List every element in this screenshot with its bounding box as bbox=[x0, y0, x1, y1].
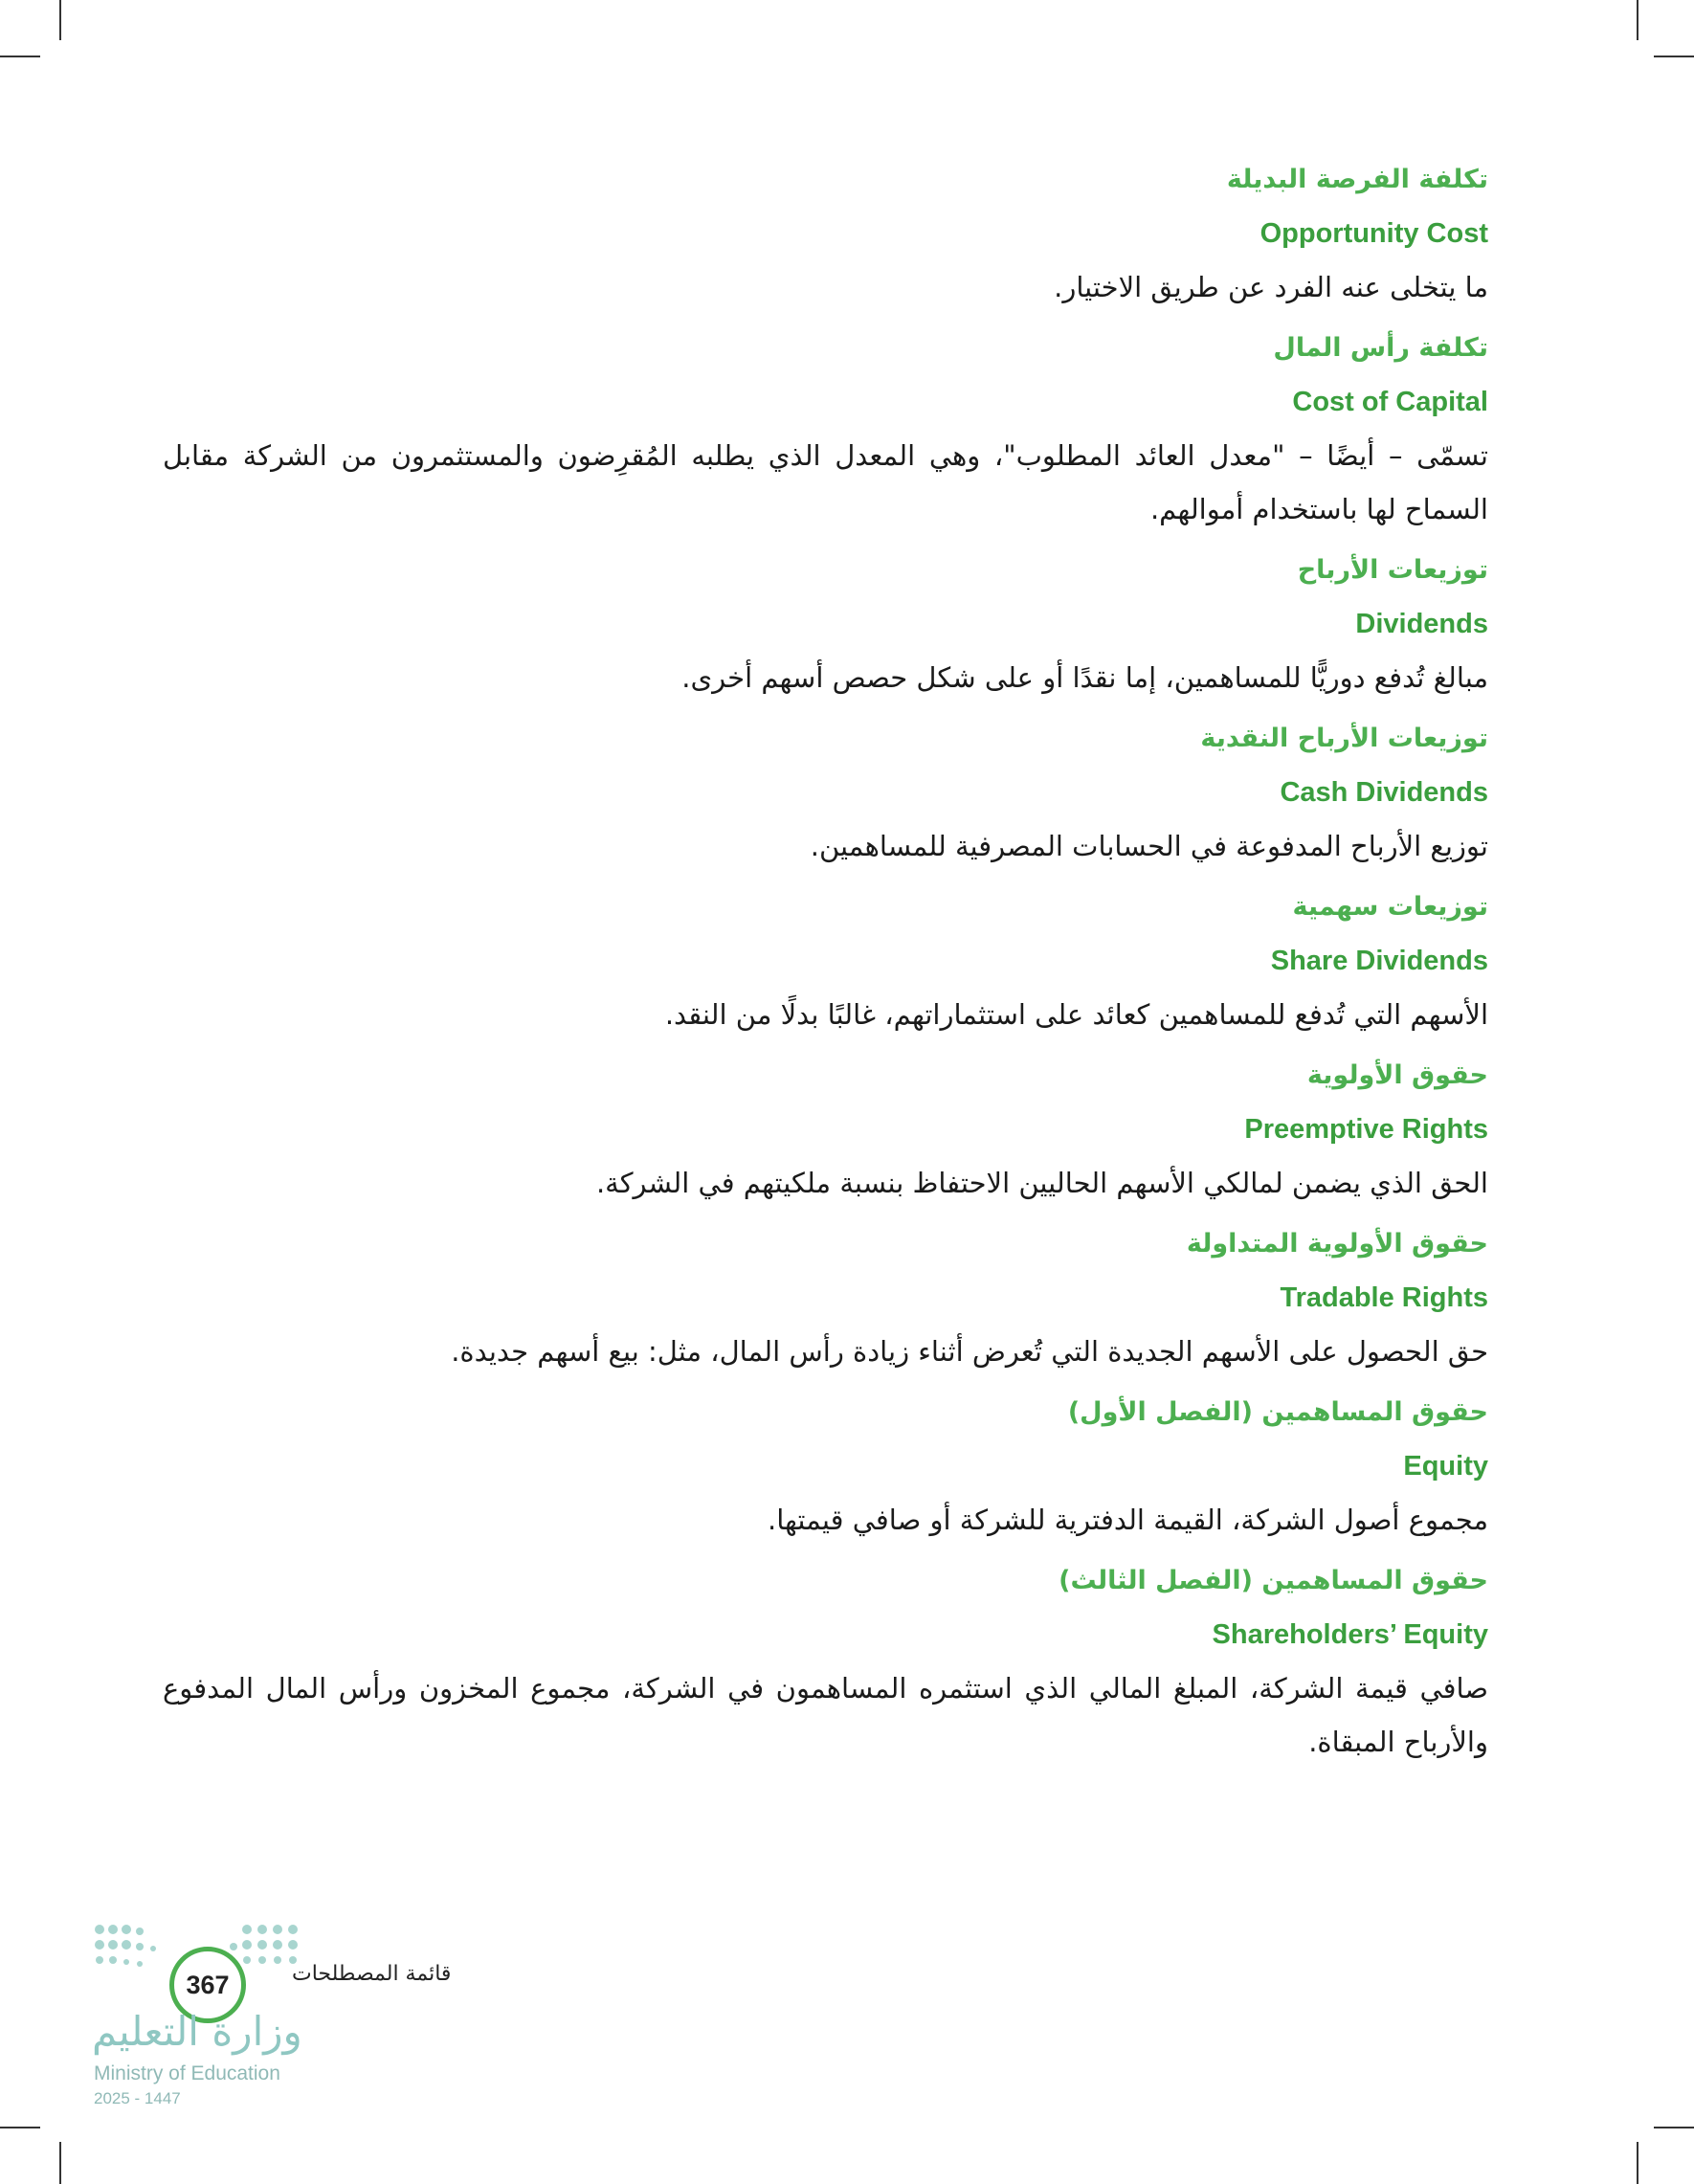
term-definition: الحق الذي يضمن لمالكي الأسهم الحاليين الاحتفاظ بنسبة ملكيتهم في الشركة. bbox=[595, 1167, 1488, 1199]
term-definition: تسمّى – أيضًا – "معدل العائد المطلوب"، وهي المعدل الذي يطلبه المُقرِضون والمستثمرون من الشركة مقابل السماح لها باستخدام أموالهم. bbox=[163, 439, 1488, 525]
term-arabic: حقوق الأولوية bbox=[1306, 1060, 1488, 1090]
glossary-entry bbox=[163, 153, 1488, 314]
term-definition: الأسهم التي تُدفع للمساهمين كعائد على استثماراتهم، غالبًا بدلًا من النقد. bbox=[664, 998, 1488, 1031]
term-arabic: تكلفة رأس المال bbox=[1273, 333, 1488, 363]
term-arabic: حقوق المساهمين (الفصل الثالث) bbox=[1059, 1566, 1488, 1595]
crop-mark bbox=[59, 0, 61, 40]
glossary-list bbox=[163, 153, 1488, 1776]
ministry-name-arabic: وزارة التعليم bbox=[92, 2008, 302, 2055]
crop-mark bbox=[1654, 56, 1694, 57]
edition-year: 2025 - 1447 bbox=[94, 2089, 181, 2107]
crop-mark bbox=[0, 2127, 40, 2128]
glossary-entry bbox=[163, 1049, 1488, 1210]
term-definition: مبالغ تُدفع دوريًّا للمساهمين، إما نقدًا أو على شكل حصص أسهم أخرى. bbox=[681, 661, 1488, 694]
term-arabic: تكلفة الفرصة البديلة bbox=[1226, 165, 1488, 194]
glossary-entry bbox=[163, 880, 1488, 1041]
crop-mark bbox=[1637, 2142, 1638, 2184]
term-definition: حق الحصول على الأسهم الجديدة التي تُعرض أثناء زيادة رأس المال، مثل: بيع أسهم جديدة. bbox=[451, 1335, 1488, 1368]
term-english: Dividends bbox=[1355, 609, 1488, 639]
crop-mark bbox=[0, 56, 40, 57]
glossary-entry bbox=[163, 1554, 1488, 1769]
term-english: Preemptive Rights bbox=[1244, 1114, 1488, 1145]
term-definition: ما يتخلى عنه الفرد عن طريق الاختيار. bbox=[1054, 271, 1488, 303]
term-english: Shareholders’ Equity bbox=[1212, 1619, 1488, 1650]
term-english: Opportunity Cost bbox=[1259, 218, 1488, 249]
crop-mark bbox=[1637, 0, 1638, 40]
section-label: قائمة المصطلحات bbox=[292, 1962, 452, 1986]
page-number: 367 bbox=[169, 1947, 246, 2023]
glossary-entry bbox=[163, 712, 1488, 873]
crop-mark bbox=[1654, 2127, 1694, 2128]
term-arabic: توزيعات الأرباح النقدية bbox=[1200, 724, 1488, 753]
term-arabic: توزيعات الأرباح bbox=[1297, 555, 1488, 585]
term-english: Cash Dividends bbox=[1280, 777, 1488, 808]
glossary-entry bbox=[163, 1386, 1488, 1547]
glossary-entry bbox=[163, 322, 1488, 536]
term-english: Equity bbox=[1403, 1451, 1488, 1482]
glossary-entry bbox=[163, 1217, 1488, 1378]
term-arabic: حقوق الأولوية المتداولة bbox=[1186, 1229, 1488, 1259]
term-definition: صافي قيمة الشركة، المبلغ المالي الذي استثمره المساهمون في الشركة، مجموع المخزون ورأس المال المدفوع والأرباح المبقاة. bbox=[163, 1672, 1488, 1758]
term-arabic: توزيعات سهمية bbox=[1292, 892, 1488, 922]
ministry-name-english: Ministry of Education bbox=[94, 2062, 280, 2084]
term-english: Cost of Capital bbox=[1292, 387, 1488, 417]
term-definition: توزيع الأرباح المدفوعة في الحسابات المصرفية للمساهمين. bbox=[810, 830, 1488, 862]
term-english: Share Dividends bbox=[1270, 946, 1488, 976]
term-definition: مجموع أصول الشركة، القيمة الدفترية للشركة أو صافي قيمتها. bbox=[767, 1504, 1488, 1536]
term-arabic: حقوق المساهمين (الفصل الأول) bbox=[1067, 1397, 1488, 1427]
glossary-entry bbox=[163, 544, 1488, 704]
term-english: Tradable Rights bbox=[1280, 1282, 1488, 1313]
crop-mark bbox=[59, 2142, 61, 2184]
